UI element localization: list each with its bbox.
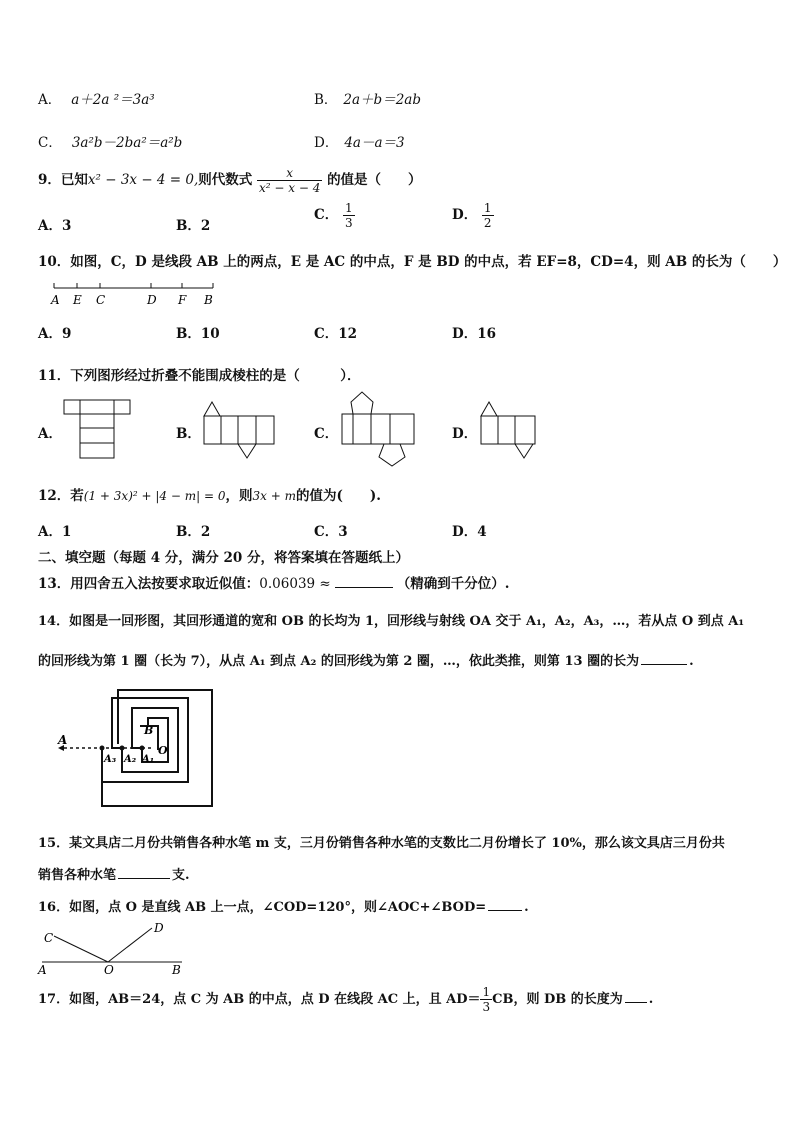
q10-segment-figure	[48, 280, 223, 310]
q11-net-b	[200, 398, 280, 462]
q10-option-a: A．9	[38, 326, 72, 342]
q9-option-c-den: 3	[344, 216, 353, 230]
q11-option-d: D．	[452, 426, 478, 442]
q9-option-c-label: C．	[314, 207, 339, 223]
q8-option-c-label: C．	[38, 135, 62, 151]
q10-point-f: F	[178, 293, 187, 307]
q9-frac-num: x	[257, 167, 322, 181]
q10-point-b: B	[204, 293, 213, 307]
q9-prefix: 9．已知	[38, 172, 88, 188]
q9-option-d-label: D．	[452, 207, 478, 223]
q12-prefix: 12．若	[38, 488, 84, 504]
q14-answer-blank	[641, 651, 687, 665]
q8-option-b	[314, 88, 421, 108]
q12-option-d: D．4	[452, 524, 487, 540]
q9-mid: 则代数式	[198, 172, 253, 188]
q16-suffix: .	[524, 900, 529, 915]
q9-option-d	[452, 202, 494, 229]
q11-option-a: A．	[38, 426, 62, 442]
q9-option-d-den: 2	[483, 216, 492, 230]
q10-option-c: C．12	[314, 326, 358, 342]
q14-label-a2: A₂	[124, 754, 137, 765]
q8-option-c	[38, 131, 182, 151]
q16-label-a: A	[38, 963, 47, 976]
q14-label-o: O	[158, 744, 168, 757]
q11-option-c: C．	[314, 426, 339, 442]
q15-line-2-end: 支.	[172, 868, 190, 883]
q16-angle-figure	[36, 918, 186, 976]
q8-option-d	[314, 131, 405, 151]
q9-condition: x² − 3x − 4 = 0,	[87, 172, 199, 188]
q10-point-e: E	[73, 293, 82, 307]
q12-mid: ，则	[225, 488, 253, 504]
q8-option-a	[38, 88, 155, 108]
q16-label-d: D	[154, 921, 164, 935]
q14-line-2-text: 的回形线为第 1 圈（长为 7），从点 A₁ 到点 A₂ 的回形线为第 2 圈，…，依此类推，则第 13 圈的长为	[38, 654, 640, 669]
q8-option-d-label: D．	[314, 135, 339, 151]
q8-option-a-expr: a＋2a ²＝3a³	[71, 92, 155, 108]
q14-spiral-figure	[56, 688, 216, 810]
q10-point-d: D	[147, 293, 157, 307]
q10-option-b: B．10	[176, 326, 220, 342]
q14-label-a: A	[58, 733, 68, 747]
q12-stem	[38, 484, 381, 504]
q17-prefix: 17．如图，AB＝24，点 C 为 AB 的中点，点 D 在线段 AC 上，且 AD＝	[38, 992, 481, 1007]
q8-option-b-expr: 2a＋b＝2ab	[343, 92, 421, 108]
q17-fraction	[480, 986, 492, 1013]
q15-line-1: 15．某文具店二月份共销售各种水笔 m 支，三月份销售各种水笔的支数比二月份增长了 10%，那么该文具店三月份共	[38, 836, 725, 851]
q9-option-d-fraction	[482, 202, 494, 229]
q16-label-o: O	[104, 963, 114, 976]
q11-stem: 11．下列图形经过折叠不能围成棱柱的是（ ）．	[38, 368, 361, 384]
q12-expr: (1 + 3x)² + |4 − m| = 0	[83, 489, 226, 503]
section-2-heading: 二、填空题（每题 4 分，满分 20 分，将答案填在答题纸上）	[38, 550, 409, 566]
q12-option-c: C．3	[314, 524, 348, 540]
q15-line-2-text: 销售各种水笔	[38, 868, 117, 883]
q9-stem	[38, 164, 422, 196]
q11-net-c	[338, 388, 418, 470]
q14-label-b: B	[144, 724, 154, 737]
q13-suffix: （精确到千分位）.	[396, 576, 510, 592]
q17-mid: CB，则 DB 的长度为	[492, 992, 623, 1007]
q17-suffix: .	[648, 992, 654, 1007]
q13-answer-blank	[335, 574, 393, 588]
q8-option-a-label: A．	[38, 92, 62, 108]
q9-option-c-fraction	[343, 202, 355, 229]
q14-label-a3: A₃	[104, 754, 117, 765]
q10-stem: 10．如图，C，D 是线段 AB 上的两点，E 是 AC 的中点，F 是 BD 的中点，若 EF=8，CD=4，则 AB 的长为（ ）	[38, 254, 787, 270]
q9-option-d-num: 1	[483, 201, 492, 215]
q8-option-c-expr: 3a²b－2ba²＝a²b	[71, 135, 183, 151]
q16-label-b: B	[172, 963, 181, 976]
q17-frac-num: 1	[482, 985, 491, 999]
q17-answer-blank	[625, 989, 647, 1003]
q14-line-2-end: .	[689, 654, 694, 669]
q8-option-d-expr: 4a－a＝3	[344, 135, 405, 151]
q11-net-d	[477, 398, 541, 462]
q11-option-b: B．	[176, 426, 201, 442]
q10-point-a: A	[51, 293, 60, 307]
q13-prefix: 13．用四舍五入法按要求取近似值：	[38, 576, 260, 592]
q15-line-2	[38, 864, 190, 883]
q9-suffix: 的值是（ ）	[327, 172, 422, 188]
q9-option-a: A．3	[38, 218, 72, 234]
q16-label-c: C	[44, 931, 54, 945]
q9-fraction	[257, 167, 322, 194]
q9-option-c	[314, 202, 355, 229]
q13-stem	[38, 572, 509, 592]
q15-answer-blank	[118, 865, 170, 879]
q14-line-2	[38, 650, 694, 669]
q17-stem	[38, 984, 653, 1016]
q12-suffix: 的值为( ).	[295, 488, 381, 504]
q12-option-a: A．1	[38, 524, 72, 540]
q16-stem	[38, 896, 529, 915]
q13-expr: 0.06039 ≈	[259, 576, 331, 592]
q8-option-b-label: B．	[314, 92, 338, 108]
q9-option-b: B．2	[176, 218, 211, 234]
q9-frac-den: x² − x − 4	[259, 181, 321, 195]
q16-prefix: 16．如图，点 O 是直线 AB 上一点，∠COD=120°，则∠AOC+∠BOD=	[38, 900, 487, 915]
q10-point-c: C	[96, 293, 106, 307]
q10-option-d: D．16	[452, 326, 496, 342]
q12-expr2: 3x + m	[252, 489, 296, 503]
q16-answer-blank	[488, 897, 522, 911]
q17-frac-den: 3	[482, 1000, 491, 1014]
q12-option-b: B．2	[176, 524, 211, 540]
q14-line-1: 14．如图是一回形图，其回形通道的宽和 OB 的长均为 1，回形线与射线 OA 交于 A₁，A₂，A₃，…，若从点 O 到点 A₁	[38, 614, 745, 629]
q14-label-a1: A₁	[142, 754, 155, 765]
q9-option-c-num: 1	[344, 201, 353, 215]
q11-net-a	[62, 398, 134, 462]
